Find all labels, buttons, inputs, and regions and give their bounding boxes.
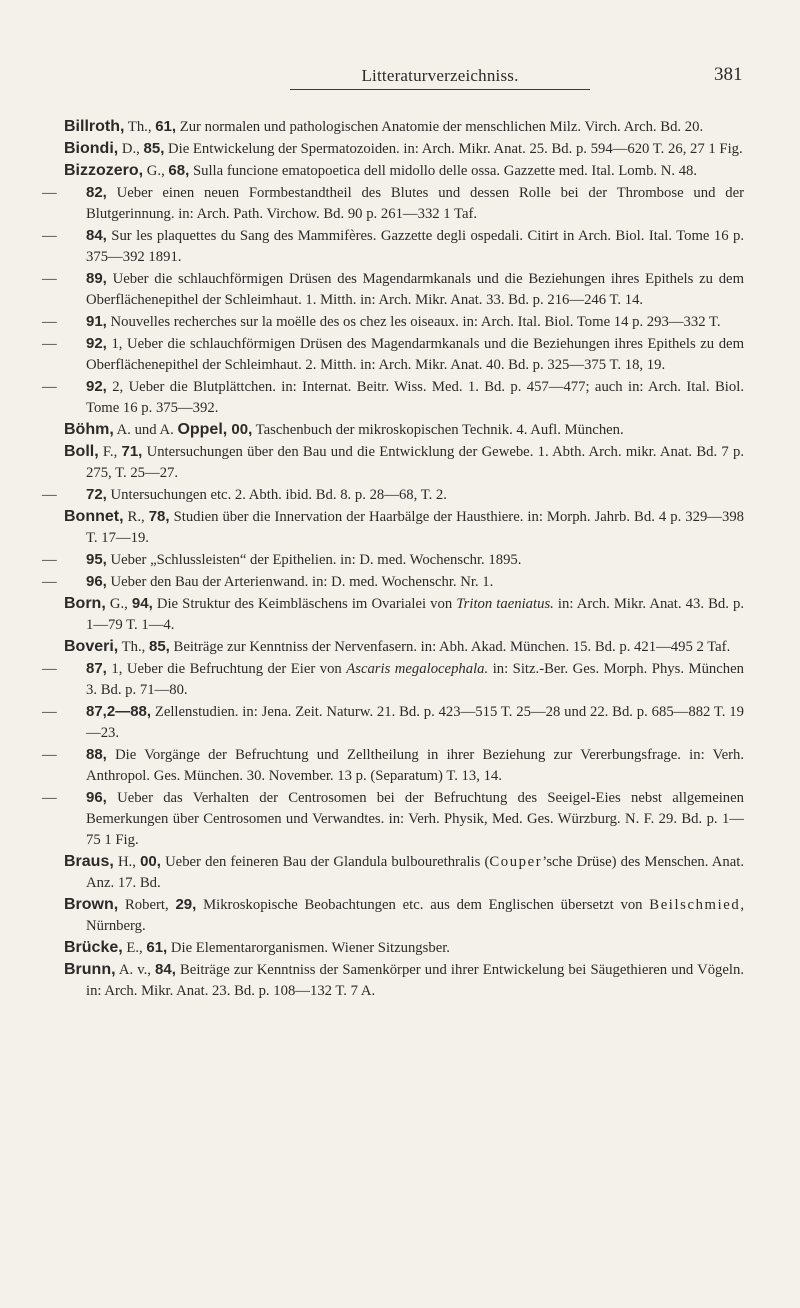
entry-author: Born, [64,595,106,612]
bibliography-entry [42,744,744,787]
entry-initials: A. und A. [113,422,178,438]
bibliography-entry [42,571,744,593]
entry-text: 1, Ueber die Befruchtung der Eier von [106,661,347,677]
bibliography-entry [64,160,744,182]
entry-year: 94, [131,595,153,612]
entry-author: Böhm, [64,421,114,438]
entry-year: 84, [155,961,176,978]
bibliography-entry [64,441,744,484]
entry-year: 00, [140,853,161,870]
running-head-rule [290,89,590,90]
entry-text-cont: ’sche Drüse) des Menschen. Anat. Anz. 17. Bd. [86,854,745,891]
entry-text: Zellenstudien. in: Jena. Zeit. Naturw. 21. Bd. p. 423—515 T. 25—28 und 22. Bd. p. 685—882 T. 19—23. [86,704,744,741]
entry-year: 92, [86,335,107,352]
bibliography-entry [42,268,744,311]
entry-dash: — [42,379,57,395]
entry-spaced-name: Beilschmied [649,897,741,913]
bibliography-list [42,116,745,1002]
bibliography-entry [42,376,744,419]
running-head [0,62,800,92]
bibliography-entry [64,894,744,937]
page-number: 381 [714,64,743,85]
entry-author: Boveri, [64,638,119,655]
entry-dash: — [42,574,57,590]
entry-initials: Robert, [118,897,176,913]
entry-initials: E., [122,940,147,956]
entry-text: Die Vorgänge der Befruchtung und Zelltheilung in ihrer Beziehung zur Vererbungsfrage. in: Verh. Anthropol. Ges. München. 30. November. 13 p. (Separatum) T. 13, 14. [86,747,744,784]
entry-dash: — [42,336,57,352]
bibliography-entry [42,701,744,744]
entry-text: Ueber das Verhalten der Centrosomen bei der Befruchtung des Seeigel-Eies nebst allgemeinen Bemerkungen über Centrosomen und Verwandtes. in: Verh. Physik, Med. Ges. Würzburg. N. F. 29. Bd. p. 1—75 1 Fig. [86,790,744,848]
entry-year: 87, [86,660,107,677]
entry-dash: — [42,790,57,806]
entry-dash: — [42,271,57,287]
entry-author: Brücke, [64,939,123,956]
bibliography-entry [42,225,744,268]
bibliography-entry [64,959,744,1002]
entry-initials: A. v., [115,962,156,978]
entry-year: 87,2—88, [86,703,152,720]
entry-year: 82, [86,184,107,201]
entry-year: 89, [86,270,107,287]
entry-author: Bonnet, [64,508,124,525]
entry-author: Brunn, [64,961,116,978]
entry-year: 96, [86,573,107,590]
entry-text: Beiträge zur Kenntniss der Samenkörper und ihrer Entwickelung bei Säugethieren und Vögeln. in: Arch. Mikr. Anat. 23. Bd. p. 108—132 T. 7 A. [86,962,744,999]
bibliography-entry [64,116,744,138]
entry-year: 61, [155,118,177,135]
entry-year: 85, [143,140,165,157]
entry-text: Ueber die schlauchförmigen Drüsen des Magendarmkanals und die Beziehungen ihres Epithels zu dem Oberflächenepithel der Schleimhaut. 1. Mitth. in: Arch. Mikr. Anat. 33. Bd. p. 216—246 T. 14. [86,271,744,308]
entry-initials: Th., [124,119,156,135]
entry-text: Studien über die Innervation der Haarbälge der Hausthiere. in: Morph. Jahrb. Bd. 4 p. 329—398 T. 17—19. [86,509,745,546]
entry-initials: G., [105,596,132,612]
entry-author: Braus, [64,853,114,870]
entry-dash: — [42,704,57,720]
entry-italic-title: Ascaris megalocephala. [346,661,489,677]
entry-text: Ueber einen neuen Formbestandtheil des Blutes und dessen Rolle bei der Thrombose und der Blutgerinnung. in: Arch. Path. Virchow. Bd. 90 p. 261—332 1 Taf. [86,185,744,222]
entry-author: Boll, [64,443,99,460]
entry-author: Oppel, [177,421,228,438]
entry-text: Die Elementarorganismen. Wiener Sitzungsber. [167,940,450,956]
bibliography-entry [42,333,744,376]
bibliography-entry [42,787,744,851]
entry-text: 2, Ueber die Blutplättchen. in: Internat. Beitr. Wiss. Med. 1. Bd. p. 457—477; auch in: Arch. Ital. Biol. Tome 16 p. 375—392. [86,379,744,416]
entry-text: Sulla funcione ematopoetica dell midollo delle ossa. Gazzette med. Ital. Lomb. N. 48. [189,163,698,179]
entry-text: Untersuchungen über den Bau und die Entwicklung der Gewebe. 1. Abth. Arch. mikr. Anat. Bd. 7 p. 275, T. 25—27. [86,444,744,481]
entry-text: Die Entwickelung der Spermatozoiden. in: Arch. Mikr. Anat. 25. Bd. p. 594—620 T. 26, 27 1 Fig. [164,141,743,157]
entry-text: Zur normalen und pathologischen Anatomie der menschlichen Milz. Virch. Arch. Bd. 20. [176,119,704,135]
entry-text: Ueber „Schlussleisten“ der Epithelien. in: D. med. Wochenschr. 1895. [106,552,522,568]
entry-year: 91, [86,313,107,330]
entry-year: 84, [86,227,107,244]
entry-text: Ueber den feineren Bau der Glandula bulbourethralis ( [160,854,490,870]
entry-initials: H., [113,854,141,870]
entry-year: 78, [148,508,170,525]
entry-text: Sur les plaquettes du Sang des Mammifères. Gazzette degli ospedali. Citirt in Arch. Biol. Ital. Tome 16 p. 375—392 1891. [86,228,744,265]
running-head-title: Litteraturverzeichniss. [361,66,519,85]
entry-year: 29, [175,896,197,913]
bibliography-entry [42,658,744,701]
bibliography-entry [64,506,744,549]
entry-year: 85, [149,638,170,655]
entry-text: 1, Ueber die schlauchförmigen Drüsen des Magendarmkanals und die Beziehungen ihres Epithels zu dem Oberflächenepithel der Schleimhaut. 2. Mitth. in: Arch. Mikr. Anat. 40. Bd. p. 325—375 T. 18, 19. [86,336,744,373]
entry-author: Bizzozero, [64,162,144,179]
entry-text-cont: in: Sitz.-Ber. Ges. Morph. Phys. München 3. Bd. p. 71—80. [86,661,744,698]
bibliography-entry [64,138,744,160]
entry-dash: — [42,747,57,763]
entry-text: Die Struktur des Keimbläschens im Ovarialei von [152,596,457,612]
entry-initials: R., [123,509,149,525]
entry-text-cont: in: Arch. Mikr. Anat. 43. Bd. p. 1—79 T. 1—4. [86,596,745,633]
bibliography-entry [42,182,744,225]
entry-author: Biondi, [64,140,119,157]
bibliography-entry [42,311,744,333]
entry-year: 68, [168,162,190,179]
entry-text: Nouvelles recherches sur la moëlle des os chez les oiseaux. in: Arch. Ital. Biol. Tome 14 p. 293—332 T. [106,314,721,330]
entry-dash: — [42,552,57,568]
entry-year: 71, [121,443,143,460]
entry-initials: D., [118,141,144,157]
entry-dash: — [42,661,57,677]
entry-year: 00, [227,421,253,438]
entry-initials: G., [143,163,169,179]
entry-year: 92, [86,378,107,395]
entry-initials: F., [98,444,122,460]
entry-year: 88, [86,746,107,763]
entry-author: Brown, [64,896,119,913]
entry-text: Taschenbuch der mikroskopischen Technik. 4. Aufl. München. [252,422,624,438]
bibliography-entry [64,636,744,658]
entry-spaced-name: Couper [489,854,543,870]
entry-dash: — [42,314,57,330]
entry-year: 61, [146,939,168,956]
entry-author: Billroth, [64,118,125,135]
entry-italic-title: Triton taeniatus. [456,596,554,612]
bibliography-entry [64,419,744,441]
entry-text: Untersuchungen etc. 2. Abth. ibid. Bd. 8. p. 28—68, T. 2. [106,487,447,503]
entry-text: Beiträge zur Kenntniss der Nervenfasern. in: Abh. Akad. München. 15. Bd. p. 421—495 2 Taf. [169,639,731,655]
entry-text: Ueber den Bau der Arterienwand. in: D. med. Wochenschr. Nr. 1. [106,574,494,590]
bibliography-entry [64,593,744,636]
entry-year: 72, [86,486,107,503]
bibliography-entry [42,549,744,571]
entry-dash: — [42,185,57,201]
entry-text-cont: , Nürnberg. [86,897,744,934]
entry-year: 96, [86,789,107,806]
entry-text: Mikroskopische Beobachtungen etc. aus dem Englischen übersetzt von [196,897,650,913]
entry-year: 95, [86,551,107,568]
bibliography-entry [42,484,744,506]
bibliography-entry [64,851,744,894]
entry-initials: Th., [118,639,149,655]
entry-dash: — [42,228,57,244]
entry-dash: — [42,487,57,503]
bibliography-entry [64,937,744,959]
